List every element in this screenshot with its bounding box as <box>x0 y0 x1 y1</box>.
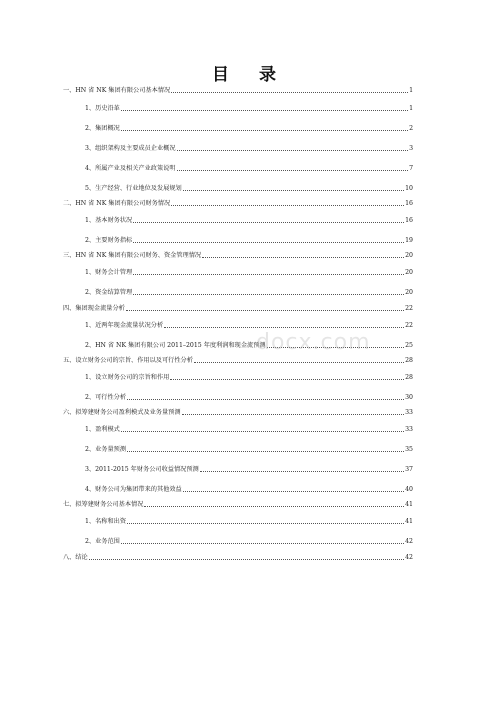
leader-dots <box>121 430 404 432</box>
leader-dots <box>133 221 404 223</box>
toc-entry[interactable] <box>63 251 413 260</box>
toc-entry[interactable] <box>63 304 413 313</box>
toc-entry-page: 22 <box>405 305 413 312</box>
leader-dots <box>121 542 404 544</box>
toc-entry-page: 28 <box>405 374 413 381</box>
toc-entry[interactable] <box>85 164 413 173</box>
toc-entry[interactable] <box>85 216 413 225</box>
toc-entry-page: 3 <box>409 145 413 152</box>
leader-dots <box>121 129 408 131</box>
leader-dots <box>133 241 404 243</box>
toc-entry-text: 2、可行性分析 <box>85 394 127 401</box>
toc-entry-page: 33 <box>405 409 413 416</box>
toc-entry-text: 1、名称和出资 <box>85 518 127 525</box>
leader-dots <box>177 169 409 171</box>
toc-entry-text: 2、业务量预测 <box>85 446 127 453</box>
toc-entry-page: 1 <box>409 87 413 94</box>
leader-dots <box>121 109 408 111</box>
toc-entry-text: 五、设立财务公司的宗旨、作用以及可行性分析 <box>63 357 193 364</box>
toc-entry-page: 22 <box>405 322 413 329</box>
toc-entry[interactable] <box>85 485 413 494</box>
leader-dots <box>183 189 404 191</box>
toc-entry-text: 八、结论 <box>63 554 88 561</box>
toc-entry-text: 1、近两年现金流量状况分析 <box>85 322 164 329</box>
toc-entry[interactable] <box>85 104 413 113</box>
toc-entry[interactable] <box>85 537 413 546</box>
toc-entry-text: 3、2011-2015 年财务公司收益情况预测 <box>85 466 199 473</box>
toc-entry-page: 20 <box>405 269 413 276</box>
toc-entry[interactable] <box>85 465 413 474</box>
toc-entry-text: 2、资金结算管理 <box>85 289 133 296</box>
toc-entry[interactable] <box>85 425 413 434</box>
toc-entry[interactable] <box>85 236 413 245</box>
toc-entry-text: 六、拟筹建财务公司盈利模式及业务量预测 <box>63 409 181 416</box>
toc-entry[interactable] <box>63 199 413 208</box>
toc-entry-page: 41 <box>405 518 413 525</box>
toc-entry-page: 16 <box>405 217 413 224</box>
toc-entry-text: 1、设立财务公司的宗旨和作用 <box>85 374 170 381</box>
toc-entry[interactable] <box>85 124 413 133</box>
leader-dots <box>127 450 404 452</box>
toc-entry-page: 20 <box>405 289 413 296</box>
toc-entry-page: 40 <box>405 486 413 493</box>
leader-dots <box>182 413 405 415</box>
toc-entry[interactable] <box>85 184 413 193</box>
toc-entry-page: 37 <box>405 466 413 473</box>
toc-entry-page: 42 <box>405 538 413 545</box>
leader-dots <box>126 309 404 311</box>
toc-entry[interactable] <box>85 393 413 402</box>
toc-entry-page: 41 <box>405 501 413 508</box>
toc-entry[interactable] <box>63 86 413 95</box>
leader-dots <box>164 326 404 328</box>
leader-dots <box>171 91 408 93</box>
toc-entry-page: 1 <box>409 105 413 112</box>
toc-entry-text: 1、财务会计管理 <box>85 269 133 276</box>
toc-entry-page: 33 <box>405 426 413 433</box>
toc-entry-text: 2、HN 省 NK 集团有限公司 2011–2015 年度利润和现金流预测 <box>85 342 266 349</box>
toc-entry-text: 3、组织架构及主要成员企业概况 <box>85 145 176 152</box>
toc-entry-text: 5、生产经营、行业地位及发展规划 <box>85 185 182 192</box>
toc-entry-text: 2、业务范围 <box>85 538 120 545</box>
toc-entry-text: 4、财务公司为集团带来的其他效益 <box>85 486 182 493</box>
leader-dots <box>194 361 404 363</box>
toc-entry-text: 三、HN 省 NK 集团有限公司财务、资金管理情况 <box>63 252 202 259</box>
toc-entry-page: 42 <box>405 554 413 561</box>
toc-entry-page: 10 <box>405 185 413 192</box>
toc-entry-text: 七、拟筹建财务公司基本情况 <box>63 501 144 508</box>
toc-entry-page: 16 <box>405 200 413 207</box>
toc-entry-page: 25 <box>405 342 413 349</box>
toc-entry-text: 4、所属产业及相关产业政策说明 <box>85 165 176 172</box>
page-title: 目 录 <box>212 65 288 85</box>
leader-dots <box>171 204 404 206</box>
leader-dots <box>133 293 404 295</box>
toc-entry-text: 一、HN 省 NK 集团有限公司基本情况 <box>63 87 171 94</box>
toc-entry[interactable] <box>85 268 413 277</box>
leader-dots <box>127 522 404 524</box>
toc-entry-page: 7 <box>409 165 413 172</box>
leader-dots <box>89 558 404 560</box>
toc-entry-page: 19 <box>405 237 413 244</box>
toc-entry[interactable] <box>63 408 413 417</box>
leader-dots <box>200 470 404 472</box>
toc-entry-text: 2、集团概况 <box>85 125 120 132</box>
toc-entry-page: 20 <box>405 252 413 259</box>
leader-dots <box>170 378 404 380</box>
toc-entry[interactable] <box>85 517 413 526</box>
toc-entry-text: 1、盈利模式 <box>85 426 120 433</box>
toc-entry-text: 2、主要财务指标 <box>85 237 133 244</box>
toc-entry-page: 2 <box>409 125 413 132</box>
leader-dots <box>127 398 404 400</box>
leader-dots <box>144 505 404 507</box>
toc-entry[interactable] <box>85 321 413 330</box>
toc-entry-text: 1、历史沿革 <box>85 105 120 112</box>
leader-dots <box>177 149 409 151</box>
watermark: docx.com <box>256 330 371 355</box>
toc-entry[interactable] <box>85 445 413 454</box>
toc-entry[interactable] <box>63 356 413 365</box>
toc-entry-page: 30 <box>405 394 413 401</box>
toc-entry-page: 35 <box>405 446 413 453</box>
leader-dots <box>183 490 404 492</box>
toc-entry[interactable] <box>63 500 413 509</box>
toc-entry[interactable] <box>85 144 413 153</box>
toc-entry-page: 28 <box>405 357 413 364</box>
toc-entry-text: 1、基本财务状况 <box>85 217 133 224</box>
toc-entry[interactable] <box>85 288 413 297</box>
toc-entry-text: 四、集团现金流量分析 <box>63 305 125 312</box>
leader-dots <box>133 273 404 275</box>
toc-entry[interactable] <box>63 553 413 562</box>
toc-entry[interactable] <box>85 373 413 382</box>
leader-dots <box>202 256 404 258</box>
toc-entry-text: 二、HN 省 NK 集团有限公司财务情况 <box>63 200 171 207</box>
